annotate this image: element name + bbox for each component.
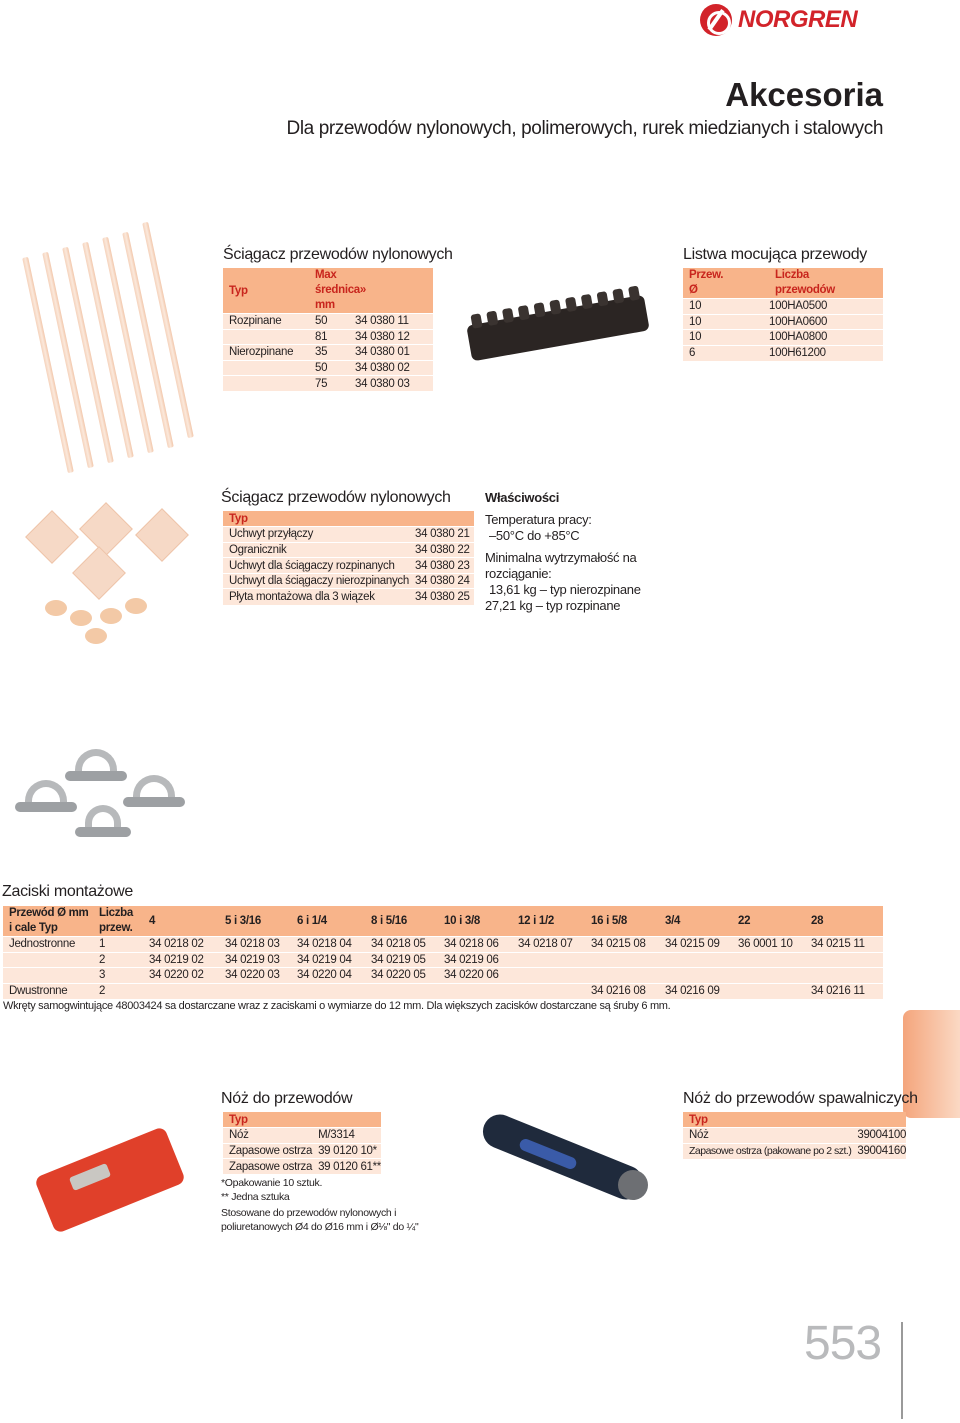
strength-value-1: 13,61 kg – typ nierozpinane — [489, 582, 641, 597]
sciagacz1-table — [223, 268, 433, 391]
listwa-table — [683, 268, 883, 361]
welding-cable-knife-image — [478, 1100, 658, 1210]
table-header: Przewód Ø mm i cale Typ Liczba przew. 4 5 i 3/16 6 i 1/4 8 i 5/16 10 i 3/8 12 i 1/2 16 i 5/8 3/4 22 28 — [3, 906, 883, 937]
table-row: 3 34 0220 02 34 0220 03 34 0220 04 34 0220 05 34 0220 06 — [3, 968, 883, 984]
table-row: Ogranicznik 34 0380 22 — [223, 542, 474, 558]
properties-title: Właściwości — [485, 490, 560, 505]
table-row: 50 34 0380 02 — [223, 360, 433, 376]
table-row: Dwustronne 2 34 0216 08 34 0216 09 34 0216 11 — [3, 983, 883, 999]
table-row: Nóż M/3314 — [223, 1128, 381, 1144]
noz-note-2: ** Jedna sztuka — [221, 1191, 290, 1203]
page-number: 553 — [804, 1317, 882, 1370]
table-row: Uchwyt dla ściągaczy nierozpinanych 34 0380 24 — [223, 573, 474, 589]
page-title: Akcesoria — [725, 76, 883, 113]
zaciski-table — [3, 906, 883, 999]
temp-value: –50°C do +85°C — [489, 528, 580, 543]
tie-mounts-image — [25, 510, 205, 650]
noz-spaw-table — [683, 1112, 906, 1159]
sciagacz2-table — [223, 511, 474, 605]
clip-rail-image — [468, 290, 653, 370]
noz-note-4: poliuretanowych Ø4 do Ø16 mm i Ø⅛" do ¼" — [221, 1221, 419, 1233]
table-row: 10 100HA0800 — [683, 330, 883, 346]
table-row: 10 100HA0600 — [683, 314, 883, 330]
page-number-divider — [901, 1322, 903, 1419]
table-row: 81 34 0380 12 — [223, 329, 433, 345]
sciagacz1-title: Ściągacz przewodów nylonowych — [223, 246, 453, 263]
table-header: Typ — [223, 1112, 381, 1128]
table-row: 10 100HA0500 — [683, 299, 883, 315]
noz-note-1: *Opakowanie 10 sztuk. — [221, 1177, 323, 1189]
table-row: Uchwyt dla ściągaczy rozpinanych 34 0380 23 — [223, 558, 474, 574]
table-row: 6 100H61200 — [683, 345, 883, 361]
norgren-logo — [700, 4, 890, 34]
table-row: 2 34 0219 02 34 0219 03 34 0219 04 34 0219 05 34 0219 06 — [3, 952, 883, 968]
properties-block — [485, 490, 685, 614]
table-row: 75 34 0380 03 — [223, 376, 433, 392]
table-row: Nierozpinane 35 34 0380 01 — [223, 345, 433, 361]
strength-label: Minimalna wytrzymałość na rozciąganie: — [485, 550, 637, 581]
noz-note-3: Stosowane do przewodów nylonowych i — [221, 1207, 397, 1219]
strength-value-2: 27,21 kg – typ rozpinane — [485, 598, 621, 613]
table-row: Rozpinane 50 34 0380 11 — [223, 314, 433, 330]
tube-cutter-image — [30, 1120, 190, 1230]
mounting-clamps-image — [5, 745, 195, 855]
brand-name: NORGREN — [738, 6, 858, 33]
zaciski-note: Wkręty samogwintujące 48003424 sa dostarczane wraz z zaciskami o wymiarze do 12 mm. Dla większych zacisków dostarczane są śruby 6 mm. — [3, 1000, 671, 1012]
table-header: Typ — [683, 1112, 906, 1128]
table-header: Typ — [223, 511, 474, 527]
page-subtitle: Dla przewodów nylonowych, polimerowych, rurek miedzianych i stalowych — [286, 118, 883, 139]
zaciski-title: Zaciski montażowe — [2, 883, 133, 900]
listwa-title: Listwa mocująca przewody — [683, 246, 867, 263]
table-row: Zapasowe ostrza 39 0120 10* — [223, 1143, 381, 1159]
table-row: Uchwyt przyłączy 34 0380 21 — [223, 527, 474, 543]
table-header: Typ Max średnica» mm — [223, 268, 433, 314]
table-header: Przew. Ø Liczba przewodów — [683, 268, 883, 299]
noz-spaw-title: Nóż do przewodów spawalniczych — [683, 1090, 918, 1107]
noz-notes — [221, 1176, 418, 1234]
table-row: Zapasowe ostrza (pakowane po 2 szt.) 39004160 — [683, 1143, 906, 1159]
noz-title: Nóż do przewodów — [221, 1090, 353, 1107]
table-row: Płyta montażowa dla 3 wiązek 34 0380 25 — [223, 589, 474, 605]
table-row: Zapasowe ostrza 39 0120 61** — [223, 1159, 381, 1175]
norgren-logo-icon — [700, 4, 732, 36]
temp-label: Temperatura pracy: — [485, 512, 592, 527]
sciagacz2-title: Ściągacz przewodów nylonowych — [221, 489, 451, 506]
table-row: Jednostronne 1 34 0218 02 34 0218 03 34 0218 04 34 0218 05 34 0218 06 34 0218 07 34 0215 08 34 0215 09 36 0001 10 34 0215 11 — [3, 937, 883, 953]
table-row: Nóż 39004100 — [683, 1128, 906, 1144]
cable-ties-image — [5, 275, 195, 425]
noz-table — [223, 1112, 381, 1174]
